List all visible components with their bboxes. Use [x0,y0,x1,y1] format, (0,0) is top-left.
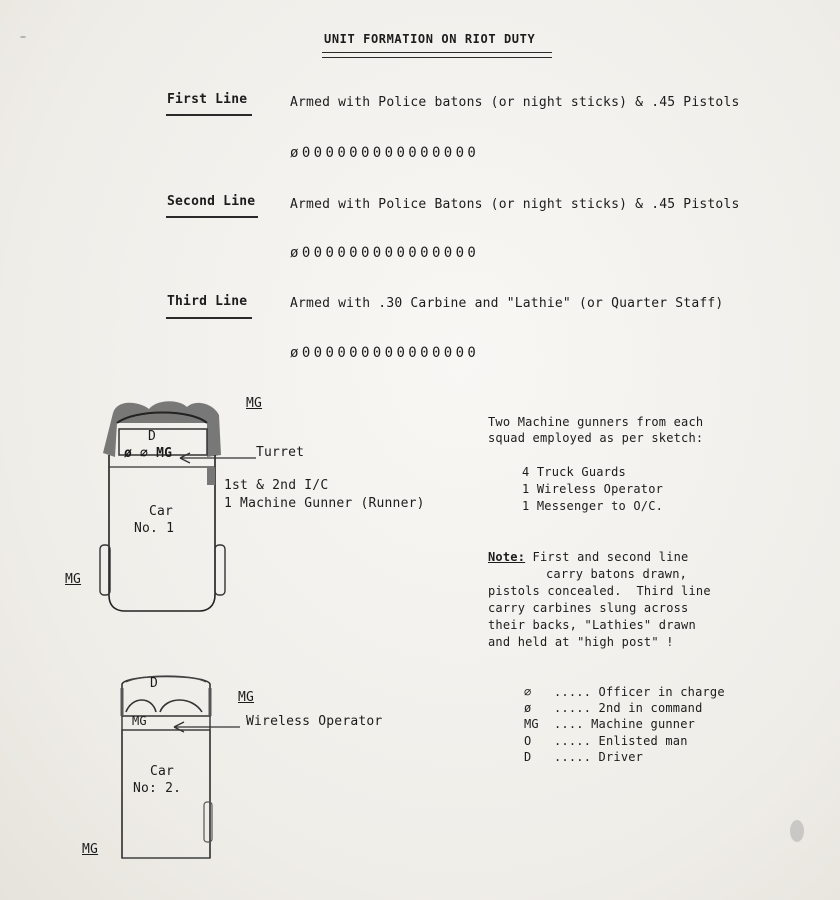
car-1-name-line-1: Car [149,504,174,519]
legend-symbol: D [524,750,532,764]
wireless-operator-label: Wireless Operator [246,714,383,729]
gunners-note-line-2: squad employed as per sketch: [488,431,704,445]
car-2-name-line-2: No: 2. [133,781,182,796]
car-2-driver: D [150,676,159,691]
second-line-formation: ø000000000000000 [290,245,480,261]
turret-label: Turret [256,445,305,460]
car-1-crew-line-1: 1st & 2nd I/C [224,478,329,493]
gunners-item-3: 1 Messenger to O/C. [522,499,664,513]
second-line-label: Second Line [167,194,256,209]
note-line-2: carry batons drawn, [546,567,688,581]
car-1-mg-top: MG [246,396,263,411]
turret-arrow [178,448,258,468]
title-underline-double [322,57,552,58]
car-1-mg-left: MG [65,572,82,587]
legend-row [524,749,643,765]
legend-row [524,733,688,749]
note-line-3: pistols concealed. Third line [488,584,711,598]
legend-row [524,684,725,700]
third-line-formation: ø000000000000000 [290,345,480,361]
legend-symbol: MG [524,717,539,731]
car-2-gunner: MG [132,714,147,728]
document-title: UNIT FORMATION ON RIOT DUTY [324,32,536,46]
scan-speck [790,820,804,842]
legend-symbol: ø [524,701,532,715]
legend-text: ..... Enlisted man [554,734,688,748]
legend-text: ..... Officer in charge [554,685,725,699]
first-line-armament: Armed with Police batons (or night sticks) & .45 Pistols [290,95,740,110]
car-1-turret-crew: ø ∅ MG [124,446,173,461]
gunners-item-2: 1 Wireless Operator [522,482,664,496]
car-1-driver: D [148,429,157,444]
legend-text: ..... 2nd in command [554,701,703,715]
wireless-arrow [172,720,242,734]
car-1-name-line-2: No. 1 [134,521,175,536]
legend-symbol: ∅ [524,685,532,699]
second-line-underline [166,216,258,218]
car-2-name-line-1: Car [150,764,175,779]
legend-symbol: O [524,734,532,748]
legend-text: ..... Driver [554,750,644,764]
car-2-mg-right: MG [238,690,255,705]
first-line-label: First Line [167,92,248,107]
third-line-armament: Armed with .30 Carbine and "Lathie" (or Quarter Staff) [290,296,724,311]
note-heading: Note: [488,550,526,564]
note-line-4: carry carbines slung across [488,601,689,615]
title-underline [322,52,552,53]
note-line-1: First and second line [525,550,689,564]
legend-row [524,716,695,732]
first-line-formation: ø000000000000000 [290,145,480,161]
car-2-mg-bottom: MG [82,842,99,857]
second-line-armament: Armed with Police Batons (or night sticks) & .45 Pistols [290,197,740,212]
note-line-5: their backs, "Lathies" drawn [488,618,696,632]
gunners-note-line-1: Two Machine gunners from each [488,415,704,429]
car-1-crew-line-2: 1 Machine Gunner (Runner) [224,496,425,511]
note-line-6: and held at "high post" ! [488,635,674,649]
first-line-underline [166,114,252,116]
legend-text: .... Machine gunner [554,717,696,731]
scan-speck [20,36,26,38]
third-line-label: Third Line [167,294,248,309]
gunners-item-1: 4 Truck Guards [522,465,626,479]
third-line-underline [166,317,252,319]
legend-row [524,700,703,716]
